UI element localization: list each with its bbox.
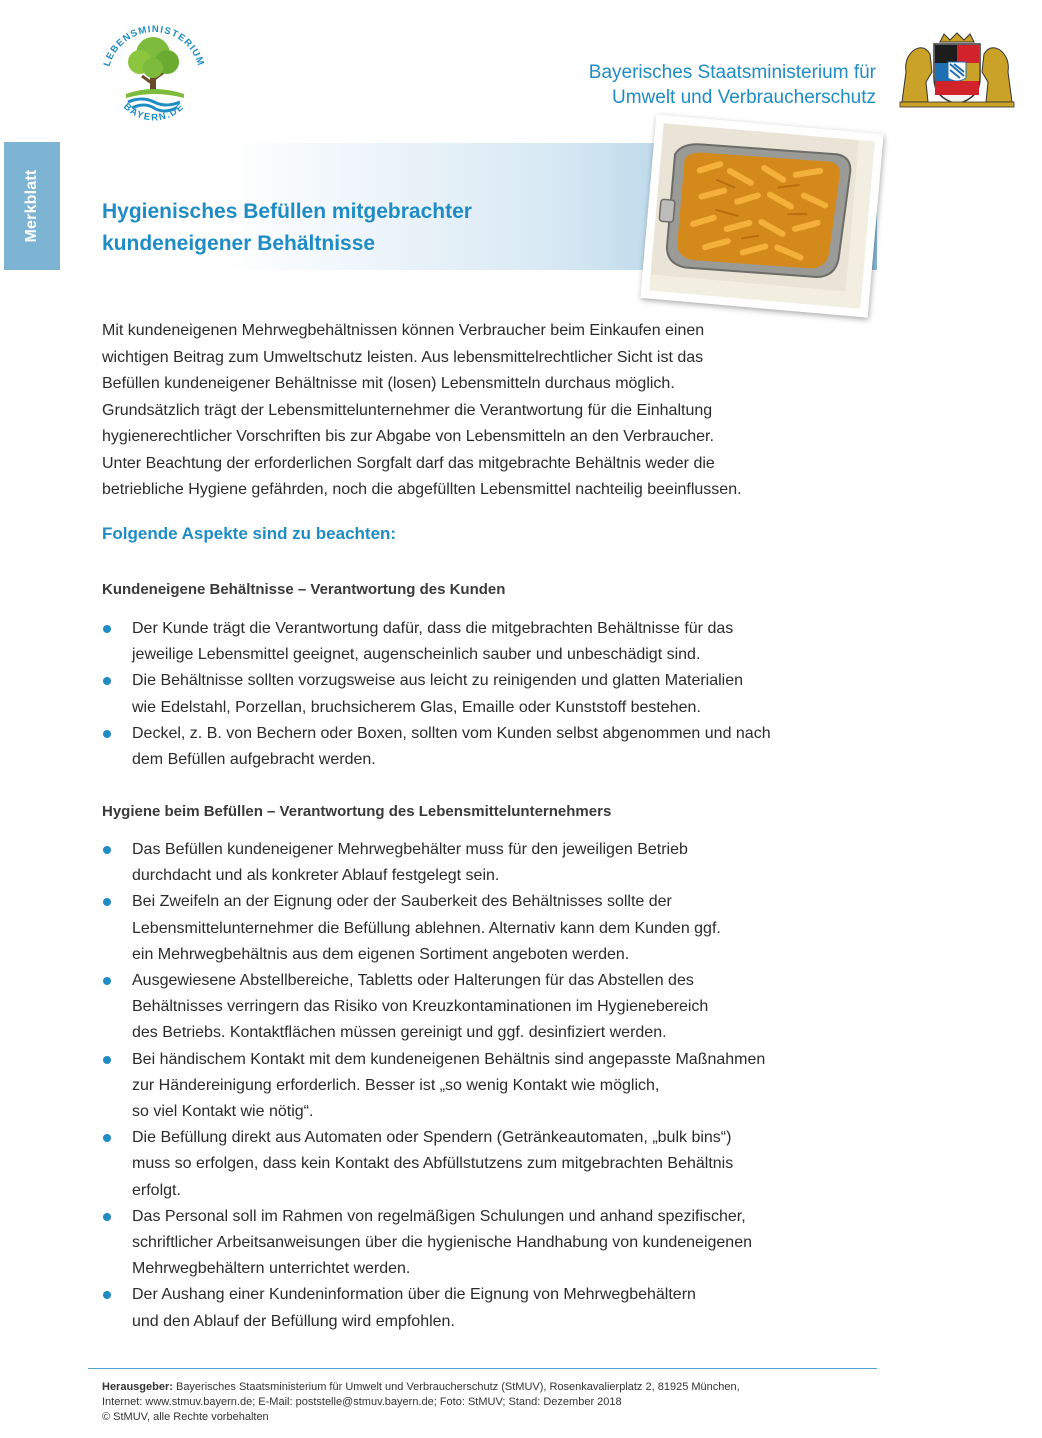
section-2-list (102, 837, 892, 1335)
list-item-line: jeweilige Lebensmittel geeignet, augenscheinlich sauber und unbeschädigt sind. (132, 646, 701, 664)
intro-line: Unter Beachtung der erforderlichen Sorgfalt darf das mitgebrachte Behältnis weder die (102, 454, 715, 472)
lebensministerium-logo (92, 14, 216, 134)
list-item (102, 1125, 892, 1204)
ministry-line-1: Bayerisches Staatsministerium für (588, 62, 876, 83)
list-item-line: Deckel, z. B. von Bechern oder Boxen, sollten vom Kunden selbst abgenommen und nach (132, 724, 771, 742)
list-item-line: Das Befüllen kundeneigener Mehrwegbehälter muss für den jeweiligen Betrieb (132, 841, 688, 858)
logo-arc-text: LEBENSMINISTERIUM (101, 23, 207, 68)
list-item-line: Behältnisses verringern das Risiko von Kreuzkontaminationen im Hygienebereich (132, 998, 709, 1016)
list-item-line: ein Mehrwegbehältnis aus dem eigenen Sortiment angeboten werden. (132, 945, 630, 963)
list-item-line: des Betriebs. Kontaktflächen müssen gereinigt und ggf. desinfiziert werden. (132, 1024, 667, 1042)
list-item-line: durchdacht und als konkreter Ablauf festgelegt sein. (132, 867, 500, 885)
intro-line: betriebliche Hygiene gefährden, noch die abgefüllten Lebensmittel nachteilig beeinflussen. (102, 481, 742, 498)
list-item-line: Mehrwegbehältern unterrichtet werden. (132, 1260, 411, 1278)
list-item (102, 968, 892, 1047)
intro-line: Grundsätzlich trägt der Lebensmittelunternehmer die Verantwortung für die Einhaltung (102, 401, 713, 419)
ministry-line-2: Umwelt und Verbraucherschutz (611, 87, 876, 108)
footer (102, 1380, 892, 1425)
list-item-line: muss so erfolgen, dass kein Kontakt des Abfüllstutzens zum mitgebrachten Behältnis (132, 1155, 734, 1173)
list-item-line: Ausgewiesene Abstellbereiche, Tabletts oder Halterungen für das Abstellen des (132, 972, 694, 990)
list-item-line: Die Behältnisse sollten vorzugsweise aus leicht zu reinigenden und glatten Materialien (132, 672, 744, 690)
intro-line: Befüllen kundeneigener Behältnisse mit (losen) Lebensmitteln durchaus möglich. (102, 375, 675, 392)
page-title (102, 196, 472, 260)
list-item (102, 1204, 892, 1283)
list-item (102, 837, 892, 889)
footer-divider (88, 1368, 877, 1369)
list-item-line: und den Ablauf der Befüllung wird empfohlen. (132, 1312, 455, 1330)
footer-line-1 (102, 1380, 892, 1395)
list-item-line: zur Händereinigung erforderlich. Besser ist „so wenig Kontakt wie möglich, (132, 1076, 660, 1094)
list-item-line: Bei Zweifeln an der Eignung oder der Sauberkeit des Behältnisses sollte der (132, 893, 672, 911)
footer-publisher: Bayerisches Staatsministerium für Umwelt und Verbraucherschutz (StMUV), Rosenkavalierplatz 2, 81925 München, (172, 1381, 740, 1393)
list-item (102, 721, 892, 773)
list-item-line: wie Edelstahl, Porzellan, bruchsicherem Glas, Emaille oder Kunststoff bestehen. (132, 698, 701, 716)
section-1-list (102, 616, 892, 773)
list-item-line: Bei händischem Kontakt mit dem kundeneigenen Behältnis sind angepasste Maßnahmen (132, 1050, 766, 1068)
list-item-line: schriftlicher Arbeitsanweisungen über die hygienische Handhabung von kundeneigenen (132, 1234, 752, 1252)
aspects-heading: Folgende Aspekte sind zu beachten: (102, 524, 397, 543)
section-1-heading: Kundeneigene Behältnisse – Verantwortung des Kunden (102, 581, 506, 598)
footer-label: Herausgeber: (102, 1381, 173, 1393)
page-title-line-1: Hygienisches Befüllen mitgebrachter (102, 200, 472, 223)
list-item-line: Das Personal soll im Rahmen von regelmäßigen Schulungen und anhand spezifischer, (132, 1207, 746, 1225)
section-2-heading: Hygiene beim Befüllen – Verantwortung des Lebensmittelunternehmers (102, 803, 612, 820)
side-tab-label: Merkblatt (23, 169, 40, 243)
list-item (102, 668, 892, 720)
list-item-line: dem Befüllen aufgebracht werden. (132, 751, 376, 769)
pasta-container-photo (640, 114, 883, 317)
footer-line-3: © StMUV, alle Rechte vorbehalten (102, 1411, 269, 1423)
list-item (102, 889, 892, 968)
list-item (102, 616, 892, 668)
list-item (102, 1047, 892, 1126)
intro-paragraph (102, 318, 892, 504)
list-item (102, 1282, 892, 1334)
list-item-line: so viel Kontakt wie nötig“. (132, 1103, 314, 1121)
page-title-line-2: kundeneigener Behältnisse (102, 232, 376, 255)
intro-line: hygienerechtlicher Vorschriften bis zur Abgabe von Lebensmitteln an den Verbraucher. (102, 428, 714, 445)
list-item-line: Der Kunde trägt die Verantwortung dafür, dass die mitgebrachten Behältnisse für das (132, 620, 734, 637)
list-item-line: Die Befüllung direkt aus Automaten oder Spendern (Getränkeautomaten, „bulk bins“) (132, 1129, 732, 1147)
list-item-line: erfolgt. (132, 1181, 181, 1199)
intro-line: wichtigen Beitrag zum Umweltschutz leisten. Aus lebensmittelrechtlicher Sicht ist das (102, 348, 704, 366)
bavarian-coat-of-arms (896, 32, 1018, 108)
intro-line: Mit kundeneigenen Mehrwegbehältnissen können Verbraucher beim Einkaufen einen (102, 322, 705, 339)
logo-bottom-text: BAYERN.DE (121, 101, 187, 124)
footer-line-2: Internet: www.stmuv.bayern.de; E-Mail: poststelle@stmuv.bayern.de; Foto: StMUV; Stand: Dezember 2018 (102, 1396, 622, 1408)
list-item-line: Lebensmittelunternehmer die Befüllung ablehnen. Alternativ kann dem Kunden ggf. (132, 919, 721, 937)
side-tab (4, 142, 60, 270)
ministry-name (589, 60, 876, 110)
list-item-line: Der Aushang einer Kundeninformation über die Eignung von Mehrwegbehältern (132, 1286, 696, 1304)
